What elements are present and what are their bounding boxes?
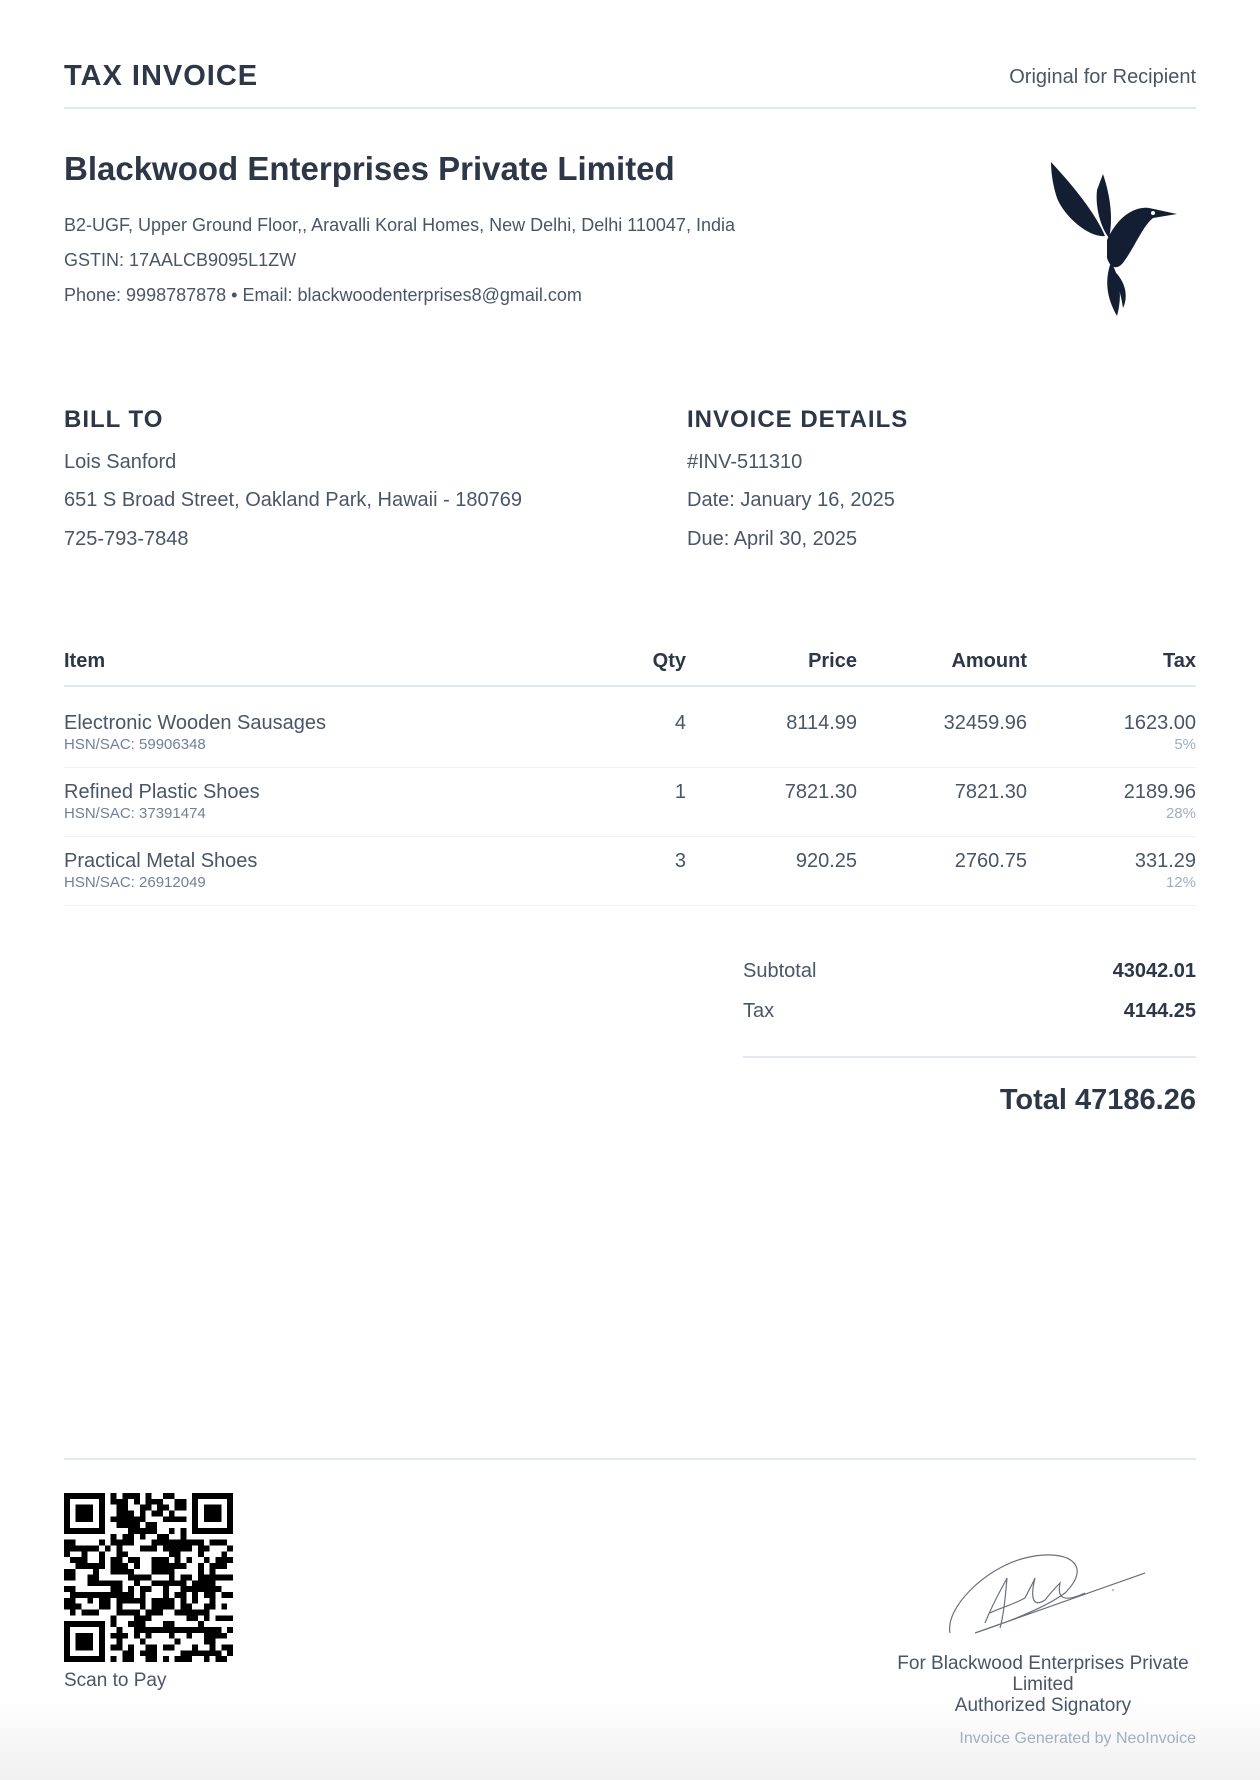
tax-label: Tax	[743, 1000, 775, 1022]
footer-divider	[64, 1458, 1196, 1460]
divider	[64, 107, 1196, 109]
item-tax: 331.29	[1134, 850, 1196, 872]
hummingbird-logo-icon	[1045, 158, 1185, 318]
item-tax-rate: 28%	[1165, 805, 1196, 822]
client-name: Lois Sanford	[64, 451, 177, 473]
invoice-date: Date: January 16, 2025	[687, 489, 895, 511]
item-amount: 2760.75	[954, 850, 1027, 872]
item-hsn: HSN/SAC: 37391474	[64, 805, 206, 822]
document-title: TAX INVOICE	[64, 60, 259, 92]
generated-by: Invoice Generated by NeoInvoice	[959, 1730, 1196, 1747]
signatory-block	[890, 1653, 1196, 1716]
row-divider	[64, 836, 1196, 837]
item-hsn: HSN/SAC: 59906348	[64, 736, 206, 753]
company-name: Blackwood Enterprises Private Limited	[64, 150, 675, 187]
grand-total: Total 47186.26	[999, 1084, 1196, 1116]
signature-image	[945, 1548, 1155, 1640]
item-tax-rate: 12%	[1165, 874, 1196, 891]
item-name: Practical Metal Shoes	[64, 850, 258, 872]
tax-value: 4144.25	[1123, 1000, 1196, 1022]
subtotal-value: 43042.01	[1112, 960, 1196, 982]
item-price: 920.25	[795, 850, 857, 872]
invoice-number: #INV-511310	[687, 451, 803, 473]
item-qty: 4	[674, 712, 686, 734]
subtotal-label: Subtotal	[743, 960, 817, 982]
item-price: 7821.30	[784, 781, 857, 803]
authorized-signatory: Authorized Signatory	[954, 1695, 1132, 1716]
item-tax-rate: 5%	[1174, 736, 1196, 753]
header-divider	[64, 685, 1196, 687]
item-qty: 1	[674, 781, 686, 803]
col-item: Item	[64, 650, 106, 672]
col-price: Price	[808, 650, 857, 672]
payment-qr-code	[64, 1493, 233, 1662]
company-gstin: GSTIN: 17AALCB9095L1ZW	[64, 250, 297, 270]
item-amount: 32459.96	[943, 712, 1027, 734]
scan-to-pay-label: Scan to Pay	[64, 1670, 167, 1691]
bill-to-heading: BILL TO	[64, 406, 164, 433]
item-name: Refined Plastic Shoes	[64, 781, 260, 803]
company-contact: Phone: 9998787878 • Email: blackwoodenterprises8@gmail.com	[64, 285, 582, 305]
client-phone: 725-793-7848	[64, 528, 189, 550]
item-tax: 1623.00	[1123, 712, 1196, 734]
item-tax: 2189.96	[1123, 781, 1196, 803]
client-address: 651 S Broad Street, Oakland Park, Hawaii - 180769	[64, 489, 523, 511]
copy-label: Original for Recipient	[1009, 66, 1196, 88]
invoice-due: Due: April 30, 2025	[687, 528, 858, 550]
col-amount: Amount	[951, 650, 1027, 672]
item-price: 8114.99	[786, 712, 857, 734]
row-divider	[64, 767, 1196, 768]
item-amount: 7821.30	[954, 781, 1027, 803]
invoice-details-heading: INVOICE DETAILS	[687, 406, 909, 433]
col-tax: Tax	[1163, 650, 1196, 672]
company-address: B2-UGF, Upper Ground Floor,, Aravalli Koral Homes, New Delhi, Delhi 110047, India	[64, 215, 735, 235]
summary-divider	[743, 1056, 1196, 1058]
item-hsn: HSN/SAC: 26912049	[64, 874, 206, 891]
item-qty: 3	[674, 850, 686, 872]
row-divider	[64, 905, 1196, 906]
col-qty: Qty	[652, 650, 686, 672]
for-company: For Blackwood Enterprises Private Limited	[897, 1653, 1189, 1695]
item-name: Electronic Wooden Sausages	[64, 712, 327, 734]
